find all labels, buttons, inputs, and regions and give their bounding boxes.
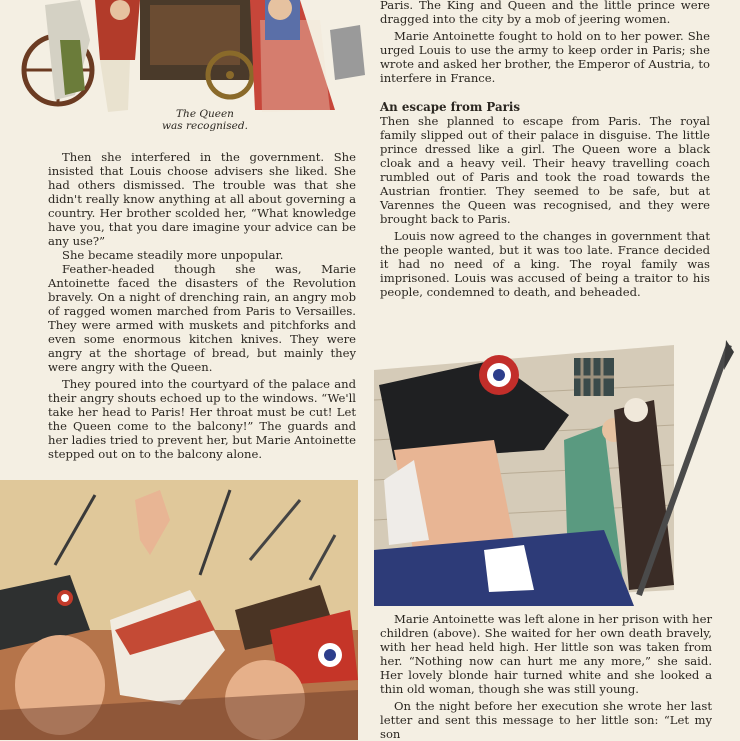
- coach-scene-art: [0, 0, 372, 120]
- left-paragraph-2: She became steadily more unpopular.: [62, 248, 284, 262]
- right-paragraph-4: Louis now agreed to the changes in government that the people wanted, but it was too late. France decided it had no need of a king. The royal family was imprisoned. Louis was accused of being a traitor to his people, condemned to death, and beheaded.: [380, 229, 710, 299]
- caption-line-2: was recognised.: [162, 120, 248, 132]
- right-paragraph-6: On the night before her execution she wrote her last letter and sent this message to her little son: “Let my son: [380, 699, 712, 741]
- coach-illustration: [0, 0, 372, 120]
- left-column-text: [48, 150, 356, 461]
- prison-guard-illustration: [374, 340, 740, 606]
- section-heading-escape: An escape from Paris: [380, 100, 520, 114]
- right-paragraph-5: Marie Antoinette was left alone in her prison with her children (above). She waited for her own death bravely, with her head held high. Her little son was taken from her. “Nothing now can hurt me any more,” she said. Her lovely blonde hair turned white and she looked a thin old woman, though she was still young.: [380, 612, 712, 696]
- right-paragraph-3: Then she planned to escape from Paris. The royal family slipped out of their palace in disguise. The little prince dressed like a girl. The Queen wore a black cloak and a heavy veil. Their heavy travelling coach rumbled out of Paris and took the road towards the Austrian frontier. They seemed to be safe, but at Varennes the Queen was recognised, and they were brought back to Paris.: [380, 114, 710, 226]
- right-paragraph-2: Marie Antoinette fought to hold on to her power. She urged Louis to use the army to keep order in Paris; she wrote and asked her brother, the Emperor of Austria, to interfere in France.: [380, 29, 710, 85]
- right-column-text-bottom: [380, 612, 712, 741]
- left-paragraph-4: They poured into the courtyard of the palace and their angry shouts echoed up to the windows. “We'll take her head to Paris! Her throat must be cut! Let the Queen come to the balcony!” The guards and her ladies tried to prevent her, but Marie Antoinette stepped out on to the balcony alone.: [48, 377, 356, 461]
- mob-scene-art: [0, 480, 358, 740]
- queen-recognised-caption: [150, 108, 260, 132]
- left-paragraph-3: Feather-headed though she was, Marie Antoinette faced the disasters of the Revolution bravely. On a night of drenching rain, an angry mob of ragged women marched from Paris to Versailles. They were armed with muskets and pitchforks and even some enormous kitchen knives. They were angry at the shortage of bread, but mainly they were angry with the Queen.: [48, 262, 356, 374]
- mob-illustration: [0, 480, 358, 740]
- caption-line-1: The Queen: [176, 108, 234, 120]
- prison-scene-art: [374, 340, 740, 606]
- right-column-text: [380, 0, 710, 299]
- right-paragraph-1: Paris. The King and Queen and the little prince were dragged into the city by a mob of jeering women.: [380, 0, 710, 26]
- left-paragraph-1: Then she interfered in the government. She insisted that Louis choose advisers she liked. She had others dismissed. The trouble was that she didn't really know anything at all about governing a country. Her brother scolded her, “What knowledge have you, that you dare imagine your advice can be any use?”: [48, 150, 356, 248]
